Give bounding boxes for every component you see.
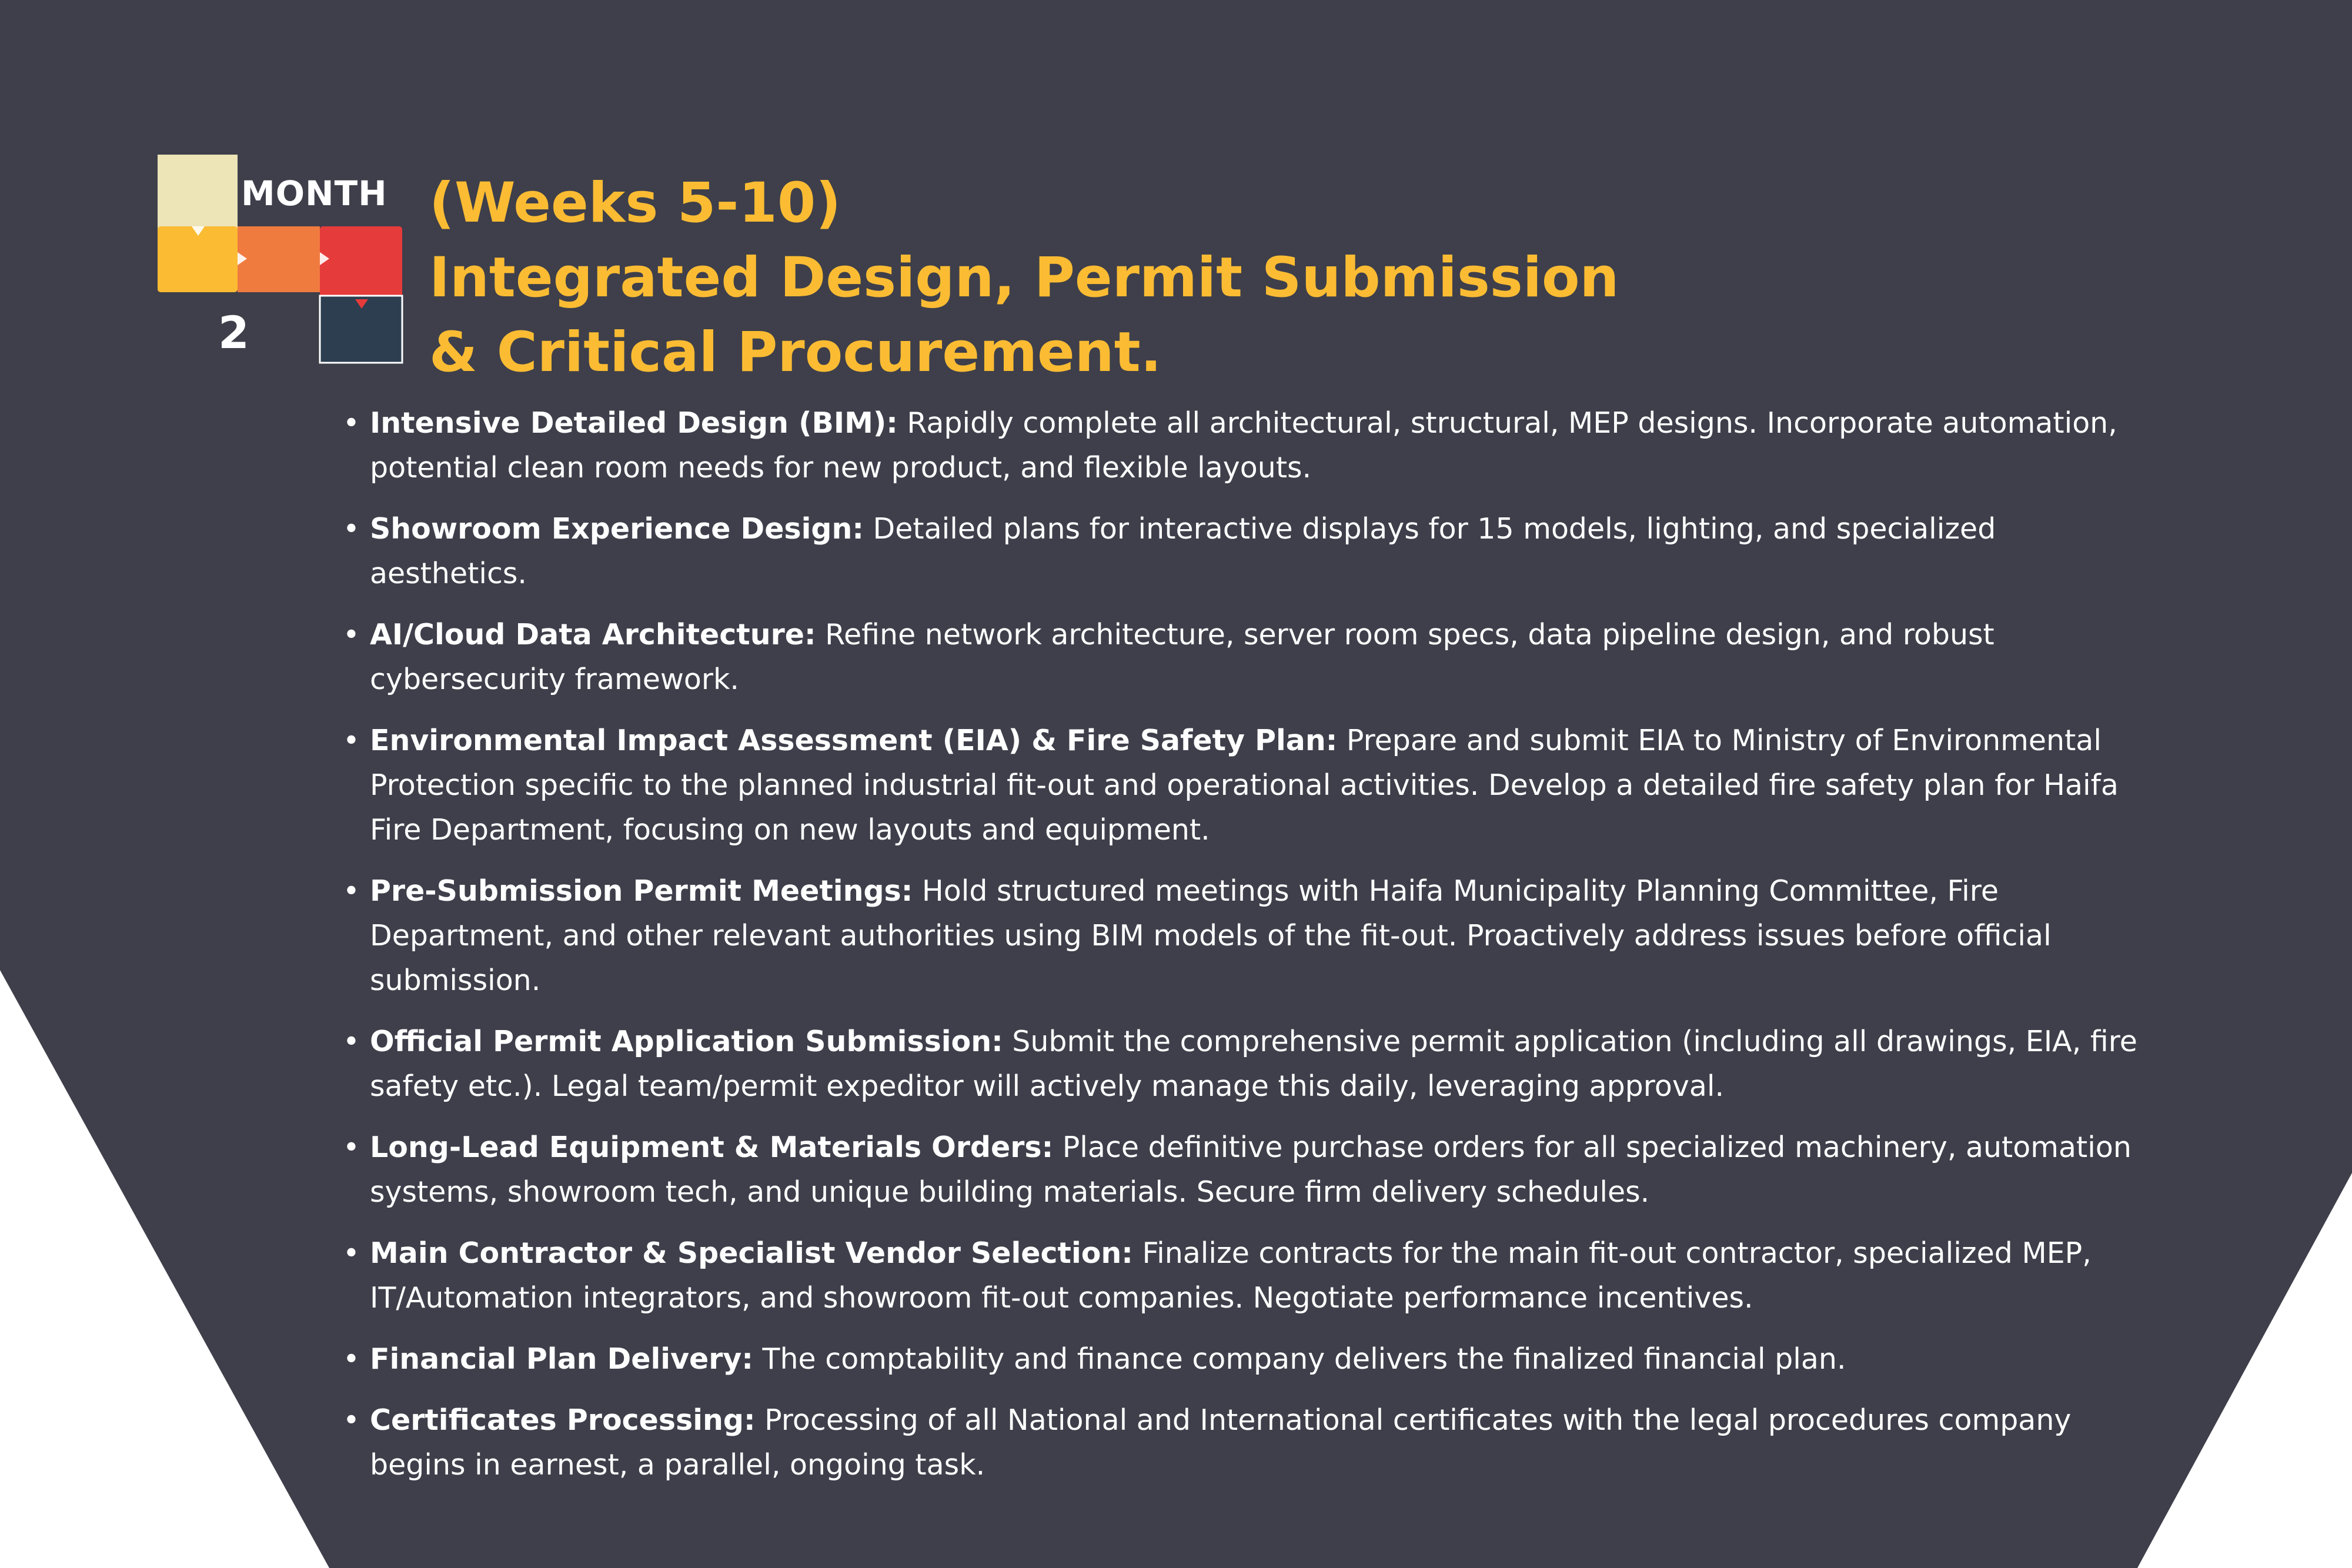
task-title: Showroom Experience Design: (370, 512, 864, 546)
task-title: AI/Cloud Data Architecture: (370, 618, 816, 651)
task-list (338, 401, 2149, 1504)
task-text: Detailed plans for interactive displays for 15 models, lighting, and specialized aesthetics. (370, 512, 1996, 590)
logo-yellow-block (158, 226, 238, 292)
logo-cream-block (158, 155, 238, 231)
task-text: Submit the comprehensive permit application (including all drawings, EIA, fire safety etc.). Legal team/permit expeditor will actively manage this daily, leveraging approval. (370, 1025, 2137, 1103)
heading-title-line-1: Integrated Design, Permit Submission (429, 246, 1619, 310)
task-text: Rapidly complete all architectural, structural, MEP designs. Incorporate automation, potential clean room needs for new product, and flexible layouts. (370, 406, 2117, 484)
heading-title-line-2: & Critical Procurement. (429, 320, 1162, 385)
task-title: Main Contractor & Specialist Vendor Selection: (370, 1236, 1133, 1270)
task-text: The comptability and finance company delivers the finalized financial plan. (762, 1342, 1846, 1376)
task-title: Intensive Detailed Design (BIM): (370, 406, 898, 440)
task-title: Certificates Processing: (370, 1403, 756, 1437)
task-text: Hold structured meetings with Haifa Municipality Planning Committee, Fire Department, and other relevant authorities using BIM models of the fit-out. Proactively address issues before official submission. (370, 874, 2052, 997)
logo-orange-block (238, 226, 320, 292)
bullet-icon: • (343, 874, 360, 908)
bullet-icon: • (343, 1236, 360, 1270)
month-number: 2 (218, 306, 249, 359)
heading-weeks: (Weeks 5-10) (429, 171, 841, 235)
month-label: MONTH (241, 173, 387, 213)
bullet-icon: • (343, 1403, 360, 1437)
task-item-showroom-design (338, 507, 2149, 596)
task-text: Place definitive purchase orders for all specialized machinery, automation systems, showroom tech, and unique building materials. Secure firm delivery schedules. (370, 1131, 2132, 1209)
task-item-financial-plan (338, 1337, 2149, 1382)
task-title: Financial Plan Delivery: (370, 1342, 753, 1376)
logo-red-block (320, 226, 402, 299)
task-title: Long-Lead Equipment & Materials Orders: (370, 1131, 1054, 1164)
task-title: Official Permit Application Submission: (370, 1025, 1003, 1058)
task-item-data-architecture (338, 613, 2149, 702)
task-text: Processing of all National and International certificates with the legal procedures company begins in earnest, a parallel, ongoing task. (370, 1403, 2072, 1482)
task-item-bim-design (338, 401, 2149, 490)
task-item-permit-submission (338, 1019, 2149, 1109)
task-title: Environmental Impact Assessment (EIA) & Fire Safety Plan: (370, 724, 1338, 757)
task-text: Prepare and submit EIA to Ministry of Environmental Protection specific to the planned industrial fit-out and operational activities. Develop a detailed fire safety plan for Haifa Fire Department, focusing on new layouts and equipment. (370, 724, 2119, 847)
task-text: Refine network architecture, server room specs, data pipeline design, and robust cybersecurity framework. (370, 618, 1994, 696)
task-item-eia-fire-safety (338, 718, 2149, 852)
task-item-certificates (338, 1398, 2149, 1487)
task-item-permit-meetings (338, 869, 2149, 1003)
task-text: Finalize contracts for the main fit-out contractor, specialized MEP, IT/Automation integrators, and showroom fit-out companies. Negotiate performance incentives. (370, 1236, 2092, 1315)
bullet-icon: • (343, 1342, 360, 1376)
section-heading (429, 166, 1619, 390)
task-item-long-lead-orders (338, 1125, 2149, 1215)
bullet-icon: • (343, 406, 360, 440)
bullet-icon: • (343, 618, 360, 651)
bullet-icon: • (343, 512, 360, 546)
task-item-contractor-selection (338, 1231, 2149, 1320)
task-title: Pre-Submission Permit Meetings: (370, 874, 913, 908)
bullet-icon: • (343, 724, 360, 757)
bullet-icon: • (343, 1025, 360, 1058)
bullet-icon: • (343, 1131, 360, 1164)
